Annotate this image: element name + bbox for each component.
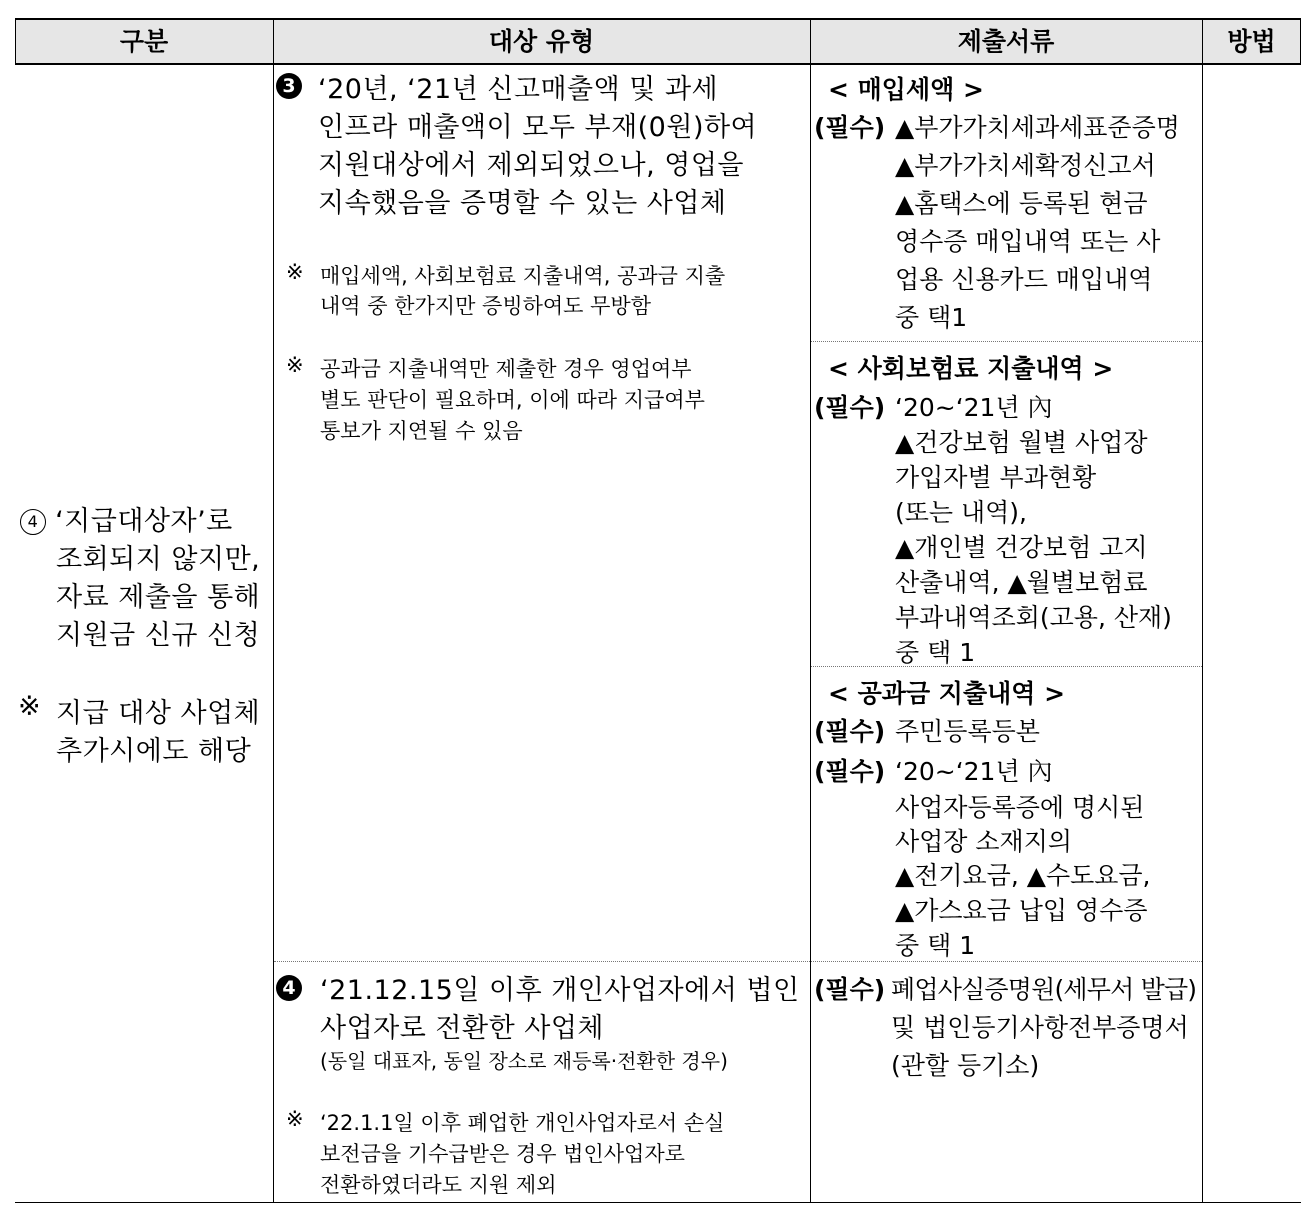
header-method: 방법	[1227, 27, 1276, 56]
type3-line: ‘20년, ‘21년 신고매출액 및 과세	[318, 74, 719, 105]
docs-utility-line: 사업장 소재지의	[895, 827, 1072, 856]
category-line: 조회되지 않지만,	[56, 544, 261, 575]
type3-note1-line: 매입세액, 사회보험료 지출내역, 공과금 지출	[320, 264, 726, 288]
row-separator	[274, 961, 1202, 962]
grid-line	[273, 18, 274, 1203]
docs-utility-line: 사업자등록증에 명시된	[895, 793, 1145, 822]
docs-insurance-line: ▲개인별 건강보험 고지	[895, 533, 1148, 562]
docs-purchase-line: ▲부가가치세과세표준증명	[895, 113, 1180, 142]
docs-insurance-line: 중 택 1	[895, 638, 976, 667]
docs-purchase-line: 업용 신용카드 매입내역	[895, 265, 1153, 294]
header-target-type: 대상 유형	[488, 27, 595, 56]
docs-insurance-line: ‘20~‘21년 內	[895, 393, 1053, 422]
docs-utility-line: ▲전기요금, ▲수도요금,	[895, 861, 1151, 890]
type3-note2-line: 공과금 지출내역만 제출한 경우 영업여부	[320, 357, 692, 381]
docs-closure-line: (관할 등기소)	[891, 1051, 1040, 1080]
docs-closure-line: 폐업사실증명원(세무서 발급)	[891, 975, 1197, 1004]
docs-utility-line: 중 택 1	[895, 931, 976, 960]
docs-insurance-line: 부과내역조회(고용, 산재)	[895, 603, 1172, 632]
circled-number: 4	[20, 509, 46, 535]
type4-sub: (동일 대표자, 동일 장소로 재등록·전환한 경우)	[320, 1049, 728, 1073]
type3-line: 인프라 매출액이 모두 부재(0원)하여	[318, 112, 758, 143]
required-tag: (필수)	[814, 113, 886, 142]
row-separator	[811, 666, 1202, 667]
docs-closure-line: 및 법인등기사항전부증명서	[891, 1013, 1189, 1042]
type4-note-line: ‘22.1.1일 이후 폐업한 개인사업자로서 손실	[320, 1111, 725, 1135]
grid-line	[1300, 18, 1301, 65]
grid-line	[15, 18, 16, 65]
type3-note2-line: 통보가 지연될 수 있음	[320, 419, 523, 443]
docs-insurance-title: < 사회보험료 지출내역 >	[828, 354, 1114, 383]
grid-line	[810, 18, 811, 1203]
category-line: 4 ‘지급대상자’로	[20, 499, 233, 538]
table-bottom-border	[15, 1202, 1301, 1203]
docs-utility-line: ▲가스요금 납입 영수증	[895, 896, 1148, 925]
docs-insurance-line: 가입자별 부과현황	[895, 463, 1097, 492]
type3-note2-mark: ※	[286, 353, 304, 377]
row-separator	[811, 341, 1202, 342]
filled-circle-number-icon: 3	[276, 73, 302, 99]
type4-note-line: 보전금을 기수급받은 경우 법인사업자로	[320, 1142, 685, 1166]
category-note-mark: ※	[18, 691, 42, 722]
required-tag: (필수)	[814, 393, 886, 422]
type3-note2-line: 별도 판단이 필요하며, 이에 따라 지급여부	[320, 388, 705, 412]
docs-utility-line: 주민등록등본	[895, 717, 1040, 746]
filled-circle-number-icon: 4	[276, 975, 302, 1001]
type4-note-mark: ※	[286, 1107, 304, 1131]
type3-line: 지원대상에서 제외되었으나, 영업을	[318, 150, 744, 181]
docs-utility-line: ‘20~‘21년 內	[895, 757, 1053, 786]
docs-insurance-line: (또는 내역),	[895, 498, 1028, 527]
required-tag: (필수)	[814, 717, 886, 746]
category-line: 지원금 신규 신청	[56, 620, 261, 651]
header-documents: 제출서류	[957, 27, 1055, 56]
docs-purchase-line: ▲홈택스에 등록된 현금	[895, 189, 1148, 218]
header-category: 구분	[119, 27, 169, 56]
grid-line	[1202, 18, 1203, 1203]
docs-purchase-title: < 매입세액 >	[828, 75, 984, 104]
type3-note1-mark: ※	[286, 260, 304, 284]
docs-purchase-line: 영수증 매입내역 또는 사	[895, 227, 1161, 256]
docs-utility-title: < 공과금 지출내역 >	[828, 679, 1066, 708]
type3-line: 지속했음을 증명할 수 있는 사업체	[318, 188, 727, 219]
required-tag: (필수)	[814, 975, 886, 1004]
type3-note1-line: 내역 중 한가지만 증빙하여도 무방함	[320, 294, 651, 318]
type4-note-line: 전환하였더라도 지원 제외	[320, 1173, 557, 1197]
docs-insurance-line: 산출내역, ▲월별보험료	[895, 568, 1148, 597]
docs-insurance-line: ▲건강보험 월별 사업장	[895, 428, 1148, 457]
docs-purchase-line: 중 택1	[895, 303, 968, 332]
required-tag: (필수)	[814, 757, 886, 786]
table-header	[15, 18, 1301, 65]
category-note-line: 지급 대상 사업체	[56, 698, 261, 729]
type4-line: 사업자로 전환한 사업체	[320, 1013, 604, 1044]
type4-line: ‘21.12.15일 이후 개인사업자에서 법인	[320, 975, 800, 1006]
category-note-line: 추가시에도 해당	[56, 736, 252, 767]
docs-purchase-line: ▲부가가치세확정신고서	[895, 151, 1156, 180]
category-line: 자료 제출을 통해	[56, 582, 261, 613]
